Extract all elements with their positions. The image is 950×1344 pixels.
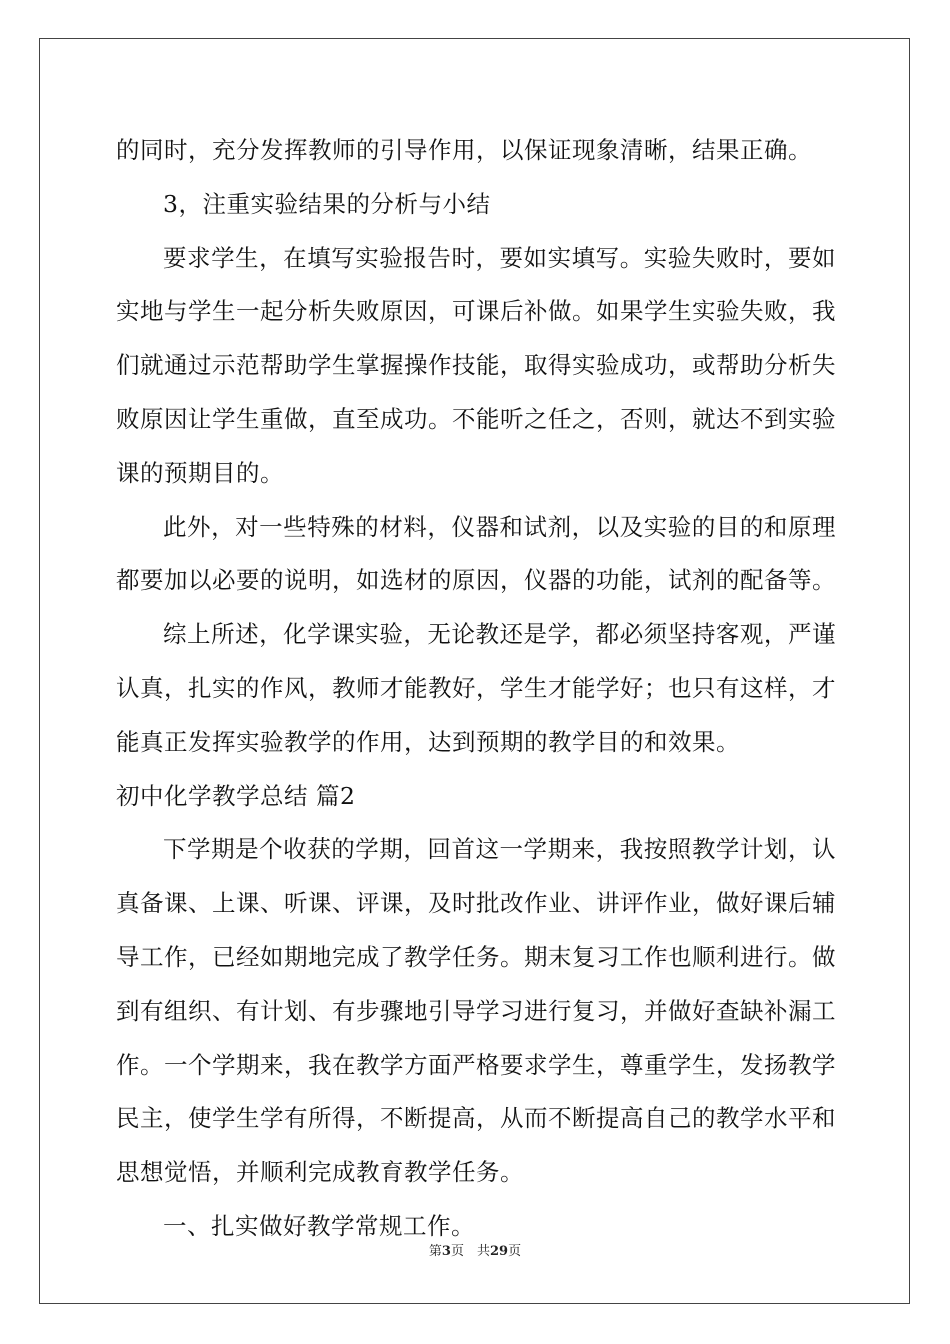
text-line: 认真，扎实的作风，教师才能教好，学生才能学好；也只有这样，才: [116, 673, 836, 702]
page-footer: [0, 1240, 950, 1259]
text-line: 们就通过示范帮助学生掌握操作技能，取得实验成功，或帮助分析失: [116, 351, 836, 380]
text-line: 要求学生，在填写实验报告时，要如实填写。实验失败时，要如: [163, 243, 836, 272]
text-line: 作。一个学期来，我在教学方面严格要求学生，尊重学生，发扬教学: [116, 1050, 836, 1079]
footer-suffix: 页: [508, 1244, 522, 1259]
text-line: 综上所述，化学课实验，无论教还是学，都必须坚持客观，严谨: [163, 620, 836, 649]
text-line: 此外，对一些特殊的材料，仪器和试剂，以及实验的目的和原理: [163, 512, 836, 541]
total-pages: 29: [489, 1244, 509, 1259]
text-line: 思想觉悟，并顺利完成教育教学任务。: [116, 1158, 524, 1187]
text-line: 导工作，已经如期地完成了教学任务。期末复习工作也顺利进行。做: [116, 942, 836, 971]
section-heading: 一、扎实做好教学常规工作。: [163, 1211, 475, 1240]
text-line: 课的预期目的。: [116, 458, 284, 487]
footer-prefix: 第: [428, 1244, 442, 1259]
document-body: [116, 124, 836, 1254]
page-number: 3: [441, 1244, 451, 1259]
text-line: 真备课、上课、听课、评课，及时批改作业、讲评作业，做好课后辅: [116, 889, 836, 918]
text-line: 下学期是个收获的学期，回首这一学期来，我按照教学计划，认: [163, 835, 836, 864]
text-line: 民主，使学生学有所得，不断提高，从而不断提高自己的教学水平和: [116, 1104, 836, 1133]
text-line: 的同时，充分发挥教师的引导作用，以保证现象清晰，结果正确。: [116, 136, 812, 164]
text-line: 败原因让学生重做，直至成功。不能听之任之，否则，就达不到实验: [116, 404, 836, 433]
text-line: 到有组织、有计划、有步骤地引导学习进行复习，并做好查缺补漏工: [116, 996, 836, 1025]
article-title: 初中化学教学总结 篇2: [116, 781, 356, 810]
text-line: 实地与学生一起分析失败原因，可课后补做。如果学生实验失败，我: [116, 297, 836, 326]
text-line: 能真正发挥实验教学的作用，达到预期的教学目的和效果。: [116, 727, 740, 756]
section-heading: 3，注重实验结果的分析与小结: [163, 189, 491, 218]
footer-middle: 页 共: [450, 1244, 490, 1259]
text-line: 都要加以必要的说明，如选材的原因，仪器的功能，试剂的配备等。: [116, 566, 836, 595]
